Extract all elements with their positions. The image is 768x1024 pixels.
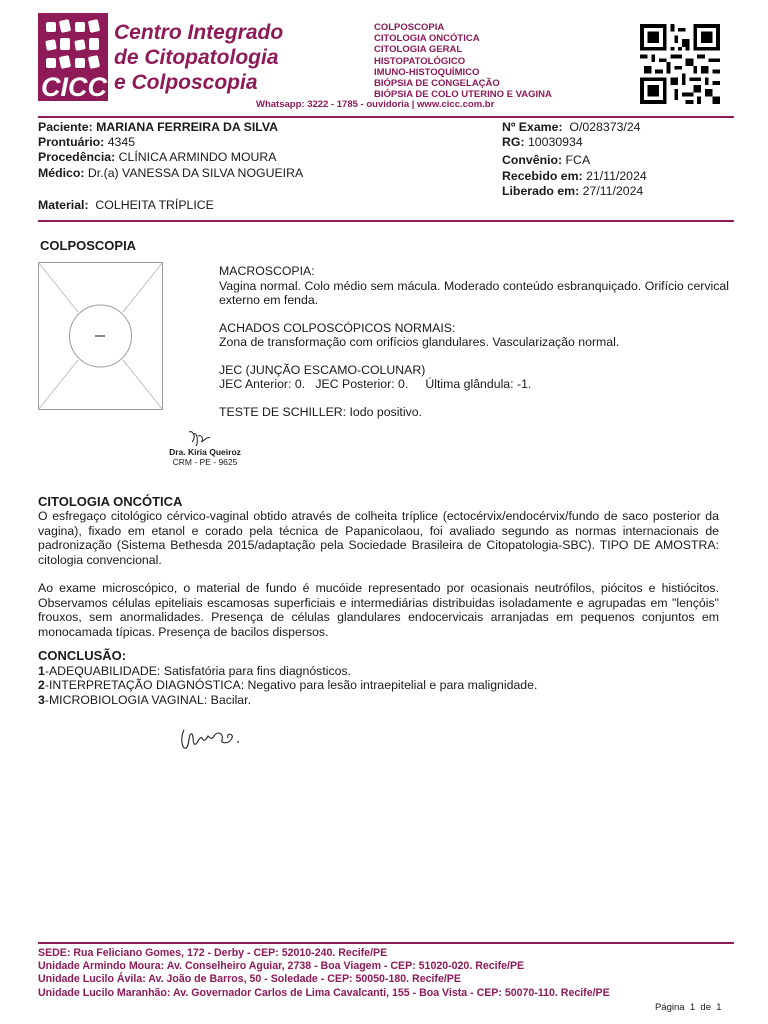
convenio-value: FCA	[565, 153, 591, 168]
service-item: CITOLOGIA ONCÓTICA	[374, 33, 480, 45]
conclusao-item-3: 3-MICROBIOLOGIA VAGINAL: Bacilar.	[38, 692, 251, 707]
service-item: CITOLOGIA GERAL	[374, 44, 463, 56]
service-item: BIÓPSIA DE CONGELAÇÃO	[374, 78, 500, 90]
patient-row: Paciente: MARIANA FERREIRA DA SILVA	[38, 120, 279, 134]
signature-2-icon	[178, 724, 242, 760]
exame-value: O/028373/24	[569, 120, 641, 134]
service-item: IMUNO-HISTOQUÍMICO	[374, 66, 480, 78]
macroscopia-title: MACROSCOPIA:	[219, 264, 315, 278]
signer-name: Dra. Kiria Queiroz	[169, 447, 241, 457]
citologia-title: CITOLOGIA ONCÓTICA	[38, 494, 183, 509]
macroscopia-text: Vagina normal. Colo médio sem mácula. Moderado conteúdo esbranquiçado. Orifício cervical externo em fenda.	[219, 278, 729, 307]
rg-row: RG: 10030934	[502, 135, 583, 150]
conclusao-title: CONCLUSÃO:	[38, 648, 127, 663]
achados-title: ACHADOS COLPOSCÓPICOS NORMAIS:	[219, 320, 456, 335]
org-name-line-2: de Citopatologia	[114, 46, 279, 69]
footer-address-line: SEDE: Rua Feliciano Gomes, 172 - Derby - CEP: 52010-240. Recife/PE	[38, 947, 388, 959]
contact-line: Whatsapp: 3222 - 1785 - ouvidoria | www.cicc.com.br	[256, 99, 495, 110]
logo-text: CICC	[41, 72, 107, 102]
footer-address-line: Unidade Armindo Moura: Av. Conselheiro Aguiar, 2738 - Boa Viagem - CEP: 51020-020. Recife/PE	[38, 960, 525, 973]
conclusao-block	[38, 649, 719, 707]
schiller-text: TESTE DE SCHILLER: Iodo positivo.	[219, 404, 422, 419]
org-name-line-3: e Colposcopia	[114, 71, 258, 94]
liberado-row: Liberado em: 27/11/2024	[502, 183, 644, 198]
material-value: COLHEITA TRÍPLICE	[95, 198, 214, 212]
achados-text: Zona de transformação com orifícios glandulares. Vascularização normal.	[219, 335, 620, 349]
footer-rule	[38, 942, 734, 944]
recebido-row: Recebido em: 21/11/2024	[502, 168, 647, 183]
citologia-paragraph-1: O esfregaço citológico cérvico-vaginal obtido através de colheita tríplice (ectocérvix/endocérvix/fundo de saco posterior da vagina), fixado em etanol e corado pela técnica de Papanicolaou, foi avaliado segundo as normas internacionais de padronização (Sistema Bethesda 2015/adaptação pela Sociedade Brasileira de Citopatologia-SBC). TIPO DE AMOSTRA: citologia convencional.	[38, 509, 719, 567]
signer-crm: CRM - PE - 9625	[172, 457, 238, 467]
conclusao-item-1: 1-ADEQUABILIDADE: Satisfatória para fins diagnósticos.	[38, 663, 352, 678]
patient-name: MARIANA FERREIRA DA SILVA	[96, 120, 279, 134]
prontuario-value: 4345	[107, 135, 136, 150]
medico-value: Dr.(a) VANESSA DA SILVA NOGUEIRA	[87, 165, 304, 180]
medico-row: Médico: Dr.(a) VANESSA DA SILVA NOGUEIRA	[38, 165, 304, 180]
material-row: Material: COLHEITA TRÍPLICE	[38, 198, 214, 212]
service-item: COLPOSCOPIA	[374, 22, 445, 33]
procedencia-row: Procedência: CLÍNICA ARMINDO MOURA	[38, 150, 277, 165]
exame-row: Nº Exame: O/028373/24	[502, 120, 641, 134]
jec-text: JEC Anterior: 0. JEC Posterior: 0. Última glândula: -1.	[219, 377, 532, 391]
liberado-value: 27/11/2024	[582, 183, 644, 198]
conclusao-item-2: 2-INTERPRETAÇÃO DIAGNÓSTICA: Negativo para lesão intraepitelial e para malignidade.	[38, 678, 538, 692]
procedencia-value: CLÍNICA ARMINDO MOURA	[118, 150, 277, 165]
qr-code-icon	[638, 24, 722, 104]
rg-value: 10030934	[527, 135, 583, 150]
org-name	[114, 20, 283, 95]
signature-1-icon	[186, 428, 214, 448]
patient-info-right	[502, 120, 647, 199]
services-list	[374, 22, 552, 100]
signature-1	[150, 447, 260, 467]
colposcopia-findings	[219, 264, 729, 419]
header-rule	[38, 116, 734, 118]
logo-icon	[44, 18, 102, 72]
info-rule	[38, 220, 734, 222]
prontuario-row: Prontuário: 4345	[38, 135, 136, 150]
cervix-diagram	[38, 262, 163, 410]
footer-address-line: Unidade Lucilo Maranhão: Av. Governador Carlos de Lima Cavalcanti, 155 - Boa Vista - CEP: 50070-110. Recife/PE	[38, 986, 610, 999]
service-item: BIÓPSIA DE COLO UTERINO E VAGINA	[374, 89, 552, 101]
patient-info-left	[38, 120, 303, 181]
colposcopia-title: COLPOSCOPIA	[40, 238, 137, 253]
page-number: Página 1 de 1	[655, 1002, 722, 1013]
footer-addresses	[38, 947, 610, 1000]
org-name-line-1: Centro Integrado	[114, 21, 284, 44]
jec-title: JEC (JUNÇÃO ESCAMO-COLUNAR)	[219, 362, 426, 377]
citologia-paragraph-2: Ao exame microscópico, o material de fundo é mucóide representado por ocasionais neutrófilos, piócitos e histiócitos. Observamos células epiteliais escamosas superficiais e intermediárias distribuidas isoladamente e agrupadas em "lençóis" frouxos, sem anormalidades. Presença de células glandulares endocervicais arranjadas em pequenos conjuntos em monocamada típicas. Presença de bacilos dispersos.	[38, 581, 719, 639]
convenio-row: Convênio: FCA	[502, 153, 591, 168]
service-item: HISTOPATOLÓGICO	[374, 55, 466, 67]
recebido-value: 21/11/2024	[586, 168, 647, 183]
footer-address-line: Unidade Lucilo Ávila: Av. João de Barros, 50 - Soledade - CEP: 50050-180. Recife/PE	[38, 973, 461, 986]
